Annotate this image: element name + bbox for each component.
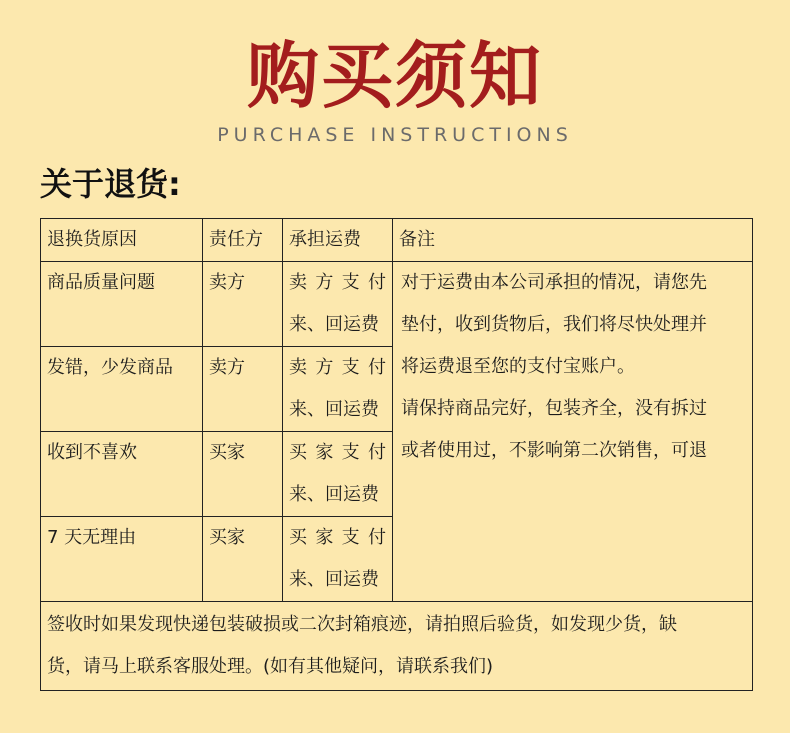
- freight-line: 来、回运费: [289, 399, 379, 420]
- freight-line: 卖方支付: [289, 272, 386, 293]
- party-cell: 买家: [203, 517, 283, 602]
- return-policy-table: [40, 218, 753, 691]
- notes-line: 对于运费由本公司承担的情况，请您先: [401, 272, 707, 293]
- freight-line: 来、回运费: [289, 569, 379, 590]
- party-cell: 卖方: [203, 347, 283, 432]
- reason-cell: 收到不喜欢: [41, 432, 203, 517]
- notes-line: 将运费退至您的支付宝账户。: [401, 356, 635, 377]
- party-cell: 卖方: [203, 262, 283, 347]
- page-title: 购买须知: [246, 34, 543, 118]
- notes-line: 请保持商品完好，包装齐全，没有拆过: [401, 398, 707, 419]
- table-header-row: [41, 219, 753, 262]
- freight-line: 来、回运费: [289, 484, 379, 505]
- notes-line: 垫付，收到货物后，我们将尽快处理并: [401, 314, 707, 335]
- column-header-notes: 备注: [393, 219, 753, 262]
- reason-cell: 商品质量问题: [41, 262, 203, 347]
- page-subtitle: PURCHASE INSTRUCTIONS: [217, 124, 573, 146]
- notes-cell: [393, 262, 753, 602]
- freight-line: 买家支付: [289, 527, 386, 548]
- table-row: [41, 262, 753, 347]
- footer-note-cell: [41, 602, 753, 691]
- column-header-reason: 退换货原因: [41, 219, 203, 262]
- freight-cell: [283, 517, 393, 602]
- freight-line: 来、回运费: [289, 314, 379, 335]
- freight-line: 卖方支付: [289, 357, 386, 378]
- freight-cell: [283, 432, 393, 517]
- reason-cell: 7 天无理由: [41, 517, 203, 602]
- freight-line: 买家支付: [289, 442, 386, 463]
- column-header-freight: 承担运费: [283, 219, 393, 262]
- freight-cell: [283, 262, 393, 347]
- footer-line: 签收时如果发现快递包装破损或二次封箱痕迹，请拍照后验货，如发现少货，缺: [47, 614, 677, 635]
- section-heading: 关于退货:: [40, 165, 181, 203]
- footer-line: 货，请马上联系客服处理。(如有其他疑问，请联系我们): [47, 656, 494, 677]
- party-cell: 买家: [203, 432, 283, 517]
- freight-cell: [283, 347, 393, 432]
- table-footer-row: [41, 602, 753, 691]
- column-header-party: 责任方: [203, 219, 283, 262]
- notes-line: 或者使用过，不影响第二次销售，可退: [401, 440, 707, 461]
- reason-cell: 发错，少发商品: [41, 347, 203, 432]
